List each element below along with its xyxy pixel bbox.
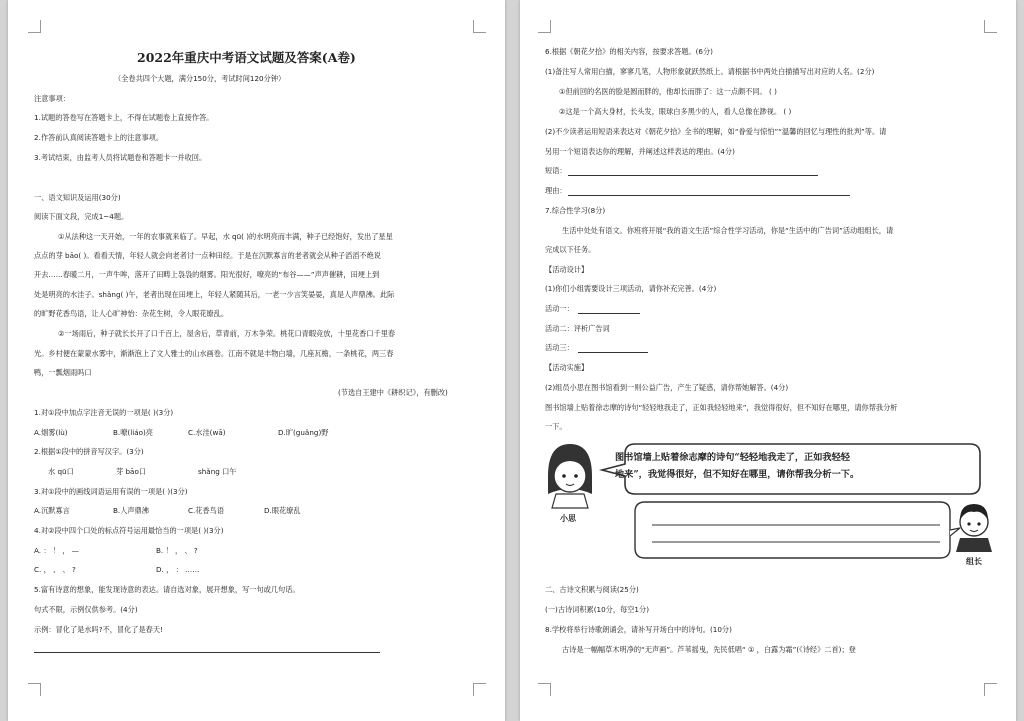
answer-line [578, 352, 648, 353]
question: 图书馆墙上贴着徐志摩的诗句“轻轻地我走了，正如我轻轻地来”，我觉得很好，但不知好在哪里，请你帮我分析 [545, 403, 898, 412]
document-title: 2022年重庆中考语文试题及答案(A卷) [137, 50, 356, 65]
option: C. ， 、 、 ? [34, 565, 76, 574]
corner-mark [538, 20, 551, 33]
corner-mark [28, 20, 41, 33]
paragraph-line: ②一场雨后，种子就长长开了口千百上，屋舍后，草青前，万木争荣。桃花口青暇竞放，十里花香口千里春 [58, 329, 396, 338]
answer-line [568, 195, 850, 196]
activity-item: 活动二：评析广告词 [545, 324, 610, 333]
question: (2)组员小思在图书馆看到一则公益广告，产生了疑惑，请你帮她解答。(4分) [545, 383, 789, 392]
question: 7.综合性学习(8分) [545, 206, 606, 215]
answer-label: 理由： [545, 186, 567, 195]
answer-line [578, 313, 640, 314]
pinyin-blank: shǎng 口午 [198, 467, 237, 476]
speech-text: 图书馆墙上贴着徐志摩的诗句“轻轻地我走了，正如我轻轻 [615, 452, 850, 463]
question: 另用一个短语表达你的理解，并阐述这样表达的理由。(4分) [545, 147, 735, 156]
cartoon-illustration [540, 436, 995, 574]
question: 6.根据《朝花夕拾》的相关内容，按要求答题。(6分) [545, 47, 713, 56]
question: 一下。 [545, 422, 567, 431]
speech-text: 地来”，我觉得很好，但不知好在哪里，请你帮我分析一下。 [615, 469, 860, 480]
option: C.水洼(wā) [188, 428, 226, 437]
question: 4.对②段中四个口处的标点符号运用最恰当的一项是( )(3分) [34, 526, 224, 535]
reply-bubble [635, 502, 950, 558]
question: 5.富有诗意的想象，能发现诗意的表达。请自选对象，展开想象，写一句或几句话。 [34, 585, 300, 594]
activity-heading: 【活动实施】 [545, 363, 589, 372]
character-name: 小思 [560, 514, 576, 523]
paragraph-line: 点点的芽 bāo( )。看看天情，年轻人就会向老者讨一点种田经。于是在沉默寡言的老者就会从种子滔滔不绝说 [34, 251, 381, 260]
option: D.旷(guǎng)野 [278, 428, 329, 437]
option: B. ！ ， 、 ? [156, 546, 198, 555]
exam-info: （全卷共四个大题，满分150分，考试时间120分钟） [114, 74, 286, 83]
question: 1.对①段中加点字注音无误的一项是( )(3分) [34, 408, 174, 417]
option: B.嘹(liáo)亮 [113, 428, 153, 437]
corner-mark [984, 20, 997, 33]
answer-label: 短语： [545, 166, 567, 175]
activity-item: 活动一： [545, 304, 574, 313]
notice-item: 2.作答前认真阅读答题卡上的注意事项。 [34, 133, 164, 142]
pinyin-blank: 芽 bāo口 [116, 467, 147, 476]
answer-line [34, 652, 380, 653]
reading-instruction: 阅读下面文段，完成1~4题。 [34, 212, 129, 221]
example: 示例：冒化了是水吗?不，冒化了是春天! [34, 625, 163, 634]
subsection-heading: (一)古诗词积累(10分，每空1分) [545, 605, 649, 614]
option: A. ： ！ ， — [34, 546, 79, 555]
paragraph-line: 光。乡村便在蒙蒙水雾中，渐渐泡上了文人雅士的山水画卷。江南不就是丰物白墙，几座瓦檐，一条桃花，两三春 [34, 349, 394, 358]
section-heading: 一、语文知识及运用(30分) [34, 193, 121, 202]
corner-mark [28, 683, 41, 696]
notice-item: 1.试题的答卷写在答题卡上，不得在试题卷上直接作答。 [34, 113, 214, 122]
answer-line [568, 175, 818, 176]
paragraph-line: 开去……春暖二月，一声牛哞，落开了田畴上袅袅的烟雾。阳光很好，嘹亮的“布谷——”声声催耕，田埂上到 [34, 270, 380, 279]
paragraph-line: 鸭，一瓢烟雨吗口 [34, 368, 92, 377]
option: A.烟雾(lù) [34, 428, 68, 437]
question: 古诗是一幅幅草木明净的“无声画”。芦苇摇曳，先民低唱“ ① ，白露为霜”(《诗经》二首)；登 [562, 645, 856, 654]
corner-mark [984, 683, 997, 696]
question: (1)你们小组需要设计三项活动，请你补充完善。(4分) [545, 284, 717, 293]
corner-mark [538, 683, 551, 696]
option: D.眼花缭乱 [264, 506, 301, 515]
document-page-right [520, 0, 1016, 721]
boy-figure [956, 504, 992, 552]
character-name: 组长 [966, 557, 982, 566]
question: ②这是一个高大身材，长头发，眼球白多黑少的人，看人总像在渺视。 ( ) [559, 107, 792, 116]
activity-item: 活动三： [545, 343, 574, 352]
question: (2)不少读者运用短语来表达对《朝花夕拾》全书的理解，如“眷爱与惊怕”“温馨的回忆与理性的批判”等。请 [545, 127, 887, 136]
question: 句式不限，示例仅供参考。(4分) [34, 605, 138, 614]
option: C.花香鸟语 [188, 506, 225, 515]
source-note: (节选自王建中《耕织记》，有删改) [338, 388, 448, 397]
question: ①但前回的名医的脸是圆而胖的，他却长而胖了：这一点颇不同。 ( ) [559, 87, 777, 96]
question: 2.根据①段中的拼音写汉字。(3分) [34, 447, 144, 456]
activity-heading: 【活动设计】 [545, 265, 589, 274]
question: 3.对①段中的画线词语运用有误的一项是( )(3分) [34, 487, 188, 496]
girl-figure [548, 444, 592, 508]
option: A.沉默寡言 [34, 506, 70, 515]
paragraph-line: ①从法种这一天开始，一年的农事就来临了。早起，水 qū( )的水明亮而丰满，种子已经饱好，发出了星星 [58, 232, 393, 241]
pinyin-blank: 水 qū口 [48, 467, 74, 476]
question: 完成以下任务。 [545, 245, 596, 254]
notice-item: 3.考试结束，由监考人员将试题卷和答题卡一并收回。 [34, 153, 207, 162]
paragraph-line: 的旷野花香鸟语，让人心旷神怡：杂花生树，令人眼花缭乱。 [34, 309, 229, 318]
section-heading: 二、古诗文积累与阅读(25分) [545, 585, 639, 594]
question: 生活中处处有语文。你班将开展“我的语文生活”综合性学习活动，你是“生活中的广告词”活动组组长，请 [562, 226, 894, 235]
question: (1)备注写人常用白描，寥寥几笔，人物形象就跃然纸上。请根据书中两处白描描写出对应的人名。(2分) [545, 67, 875, 76]
paragraph-line: 处是明亮的水洼子。shǎng( )午，老者出现在田埂上，年轻人紧随其后，一老一少言笑晏晏，真是人声鼎沸。此际 [34, 290, 395, 299]
notice-heading: 注意事项： [34, 94, 70, 103]
question: 8.学校将举行诗歌朗诵会，请补写开场白中的诗句。(10分) [545, 625, 732, 634]
document-page-left [8, 0, 505, 721]
corner-mark [473, 20, 486, 33]
option: B.人声鼎沸 [113, 506, 149, 515]
corner-mark [473, 683, 486, 696]
option: D. ， ： …… [156, 565, 200, 574]
